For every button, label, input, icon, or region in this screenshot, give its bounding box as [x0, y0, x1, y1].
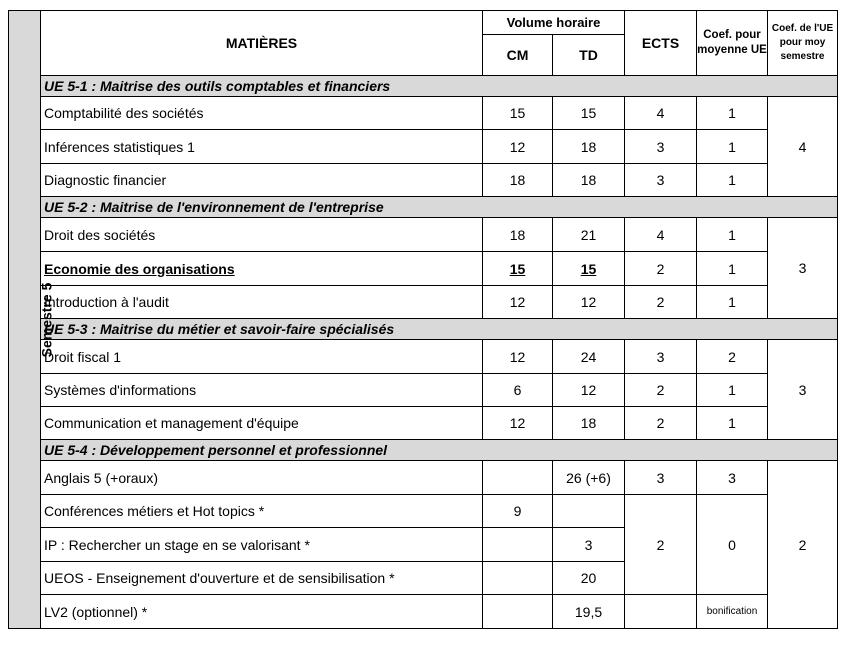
- table-row: [9, 340, 838, 374]
- td-hours-cell: [553, 252, 625, 286]
- table-row: [9, 461, 838, 495]
- table-row: [9, 252, 838, 286]
- td-hours: 20: [553, 562, 625, 595]
- coef-value: 1: [697, 286, 768, 319]
- course-name: Droit des sociétés: [41, 218, 483, 252]
- ue-row-4: [9, 440, 838, 461]
- ects-value: 2: [625, 286, 697, 319]
- ects-value: 4: [625, 218, 697, 252]
- td-hours: 18: [553, 407, 625, 440]
- coef-value: 1: [697, 97, 768, 130]
- td-hours: 18: [553, 130, 625, 164]
- course-name: Introduction à l'audit: [41, 286, 483, 319]
- coef-value: 2: [697, 340, 768, 374]
- cm-hours: 12: [483, 340, 553, 374]
- header-td: TD: [553, 35, 625, 76]
- cm-hours: 6: [483, 374, 553, 407]
- coef-value: 0: [697, 495, 768, 595]
- course-name: LV2 (optionnel) *: [41, 595, 483, 629]
- td-hours: 18: [553, 164, 625, 197]
- cm-hours: [483, 528, 553, 562]
- td-hours: 15: [553, 97, 625, 130]
- curriculum-table: [8, 10, 838, 629]
- course-name: Diagnostic financier: [41, 164, 483, 197]
- semester-cell: [9, 11, 55, 629]
- course-name: Conférences métiers et Hot topics *: [41, 495, 483, 528]
- coef-value: 1: [697, 407, 768, 440]
- table-row: [9, 495, 838, 528]
- cm-hours: 12: [483, 130, 553, 164]
- table-row: [9, 130, 838, 164]
- cm-hours-cell: [483, 252, 553, 286]
- course-name: Comptabilité des sociétés: [41, 97, 483, 130]
- cm-hours: [483, 595, 553, 629]
- ects-value: 3: [625, 461, 697, 495]
- ue-row-3: [9, 319, 838, 340]
- course-name: Communication et management d'équipe: [41, 407, 483, 440]
- table-row: [9, 374, 838, 407]
- ects-value: 2: [625, 407, 697, 440]
- header-cm: CM: [483, 35, 553, 76]
- td-hours: [553, 495, 625, 528]
- course-name: Droit fiscal 1: [41, 340, 483, 374]
- coef-value: 1: [697, 252, 768, 286]
- cm-hours: 9: [483, 495, 553, 528]
- header-ects: ECTS: [625, 11, 697, 76]
- ects-value: 2: [625, 495, 697, 595]
- ects-value: 3: [625, 340, 697, 374]
- header-row-1: [9, 11, 838, 35]
- ue-coef-sem: 3: [768, 218, 838, 319]
- semester-label: Semestre 5: [38, 282, 55, 357]
- table-row: [9, 164, 838, 197]
- cm-hours: 18: [483, 218, 553, 252]
- cm-hours: 18: [483, 164, 553, 197]
- ue-row-1: [9, 76, 838, 97]
- cm-hours: 15: [509, 260, 526, 277]
- ects-value: 2: [625, 252, 697, 286]
- cm-hours: [483, 562, 553, 595]
- ects-value: 4: [625, 97, 697, 130]
- ects-value: 2: [625, 374, 697, 407]
- table-row: [9, 407, 838, 440]
- table-row: [9, 286, 838, 319]
- ue-coef-sem: 3: [768, 340, 838, 440]
- ue-title: UE 5-2 : Maitrise de l'environnement de l'entreprise: [41, 197, 838, 218]
- course-name: Economie des organisations: [44, 260, 235, 277]
- coef-value: 1: [697, 130, 768, 164]
- td-hours: 21: [553, 218, 625, 252]
- header-coef-sem: Coef. de l'UE pour moy semestre: [768, 11, 838, 76]
- td-hours: 12: [553, 286, 625, 319]
- td-hours: 19,5: [553, 595, 625, 629]
- ue-coef-sem: 2: [768, 461, 838, 629]
- ue-title: UE 5-1 : Maitrise des outils comptables et financiers: [41, 76, 838, 97]
- cm-hours: [483, 461, 553, 495]
- cm-hours: 12: [483, 407, 553, 440]
- table-row: [9, 218, 838, 252]
- header-volume-horaire: Volume horaire: [483, 11, 625, 35]
- header-coef-ue: Coef. pour moyenne UE: [697, 11, 768, 76]
- course-name-cell: [41, 252, 483, 286]
- td-hours: 3: [553, 528, 625, 562]
- ects-value: [625, 595, 697, 629]
- course-name: UEOS - Enseignement d'ouverture et de sensibilisation *: [41, 562, 483, 595]
- ue-coef-sem: 4: [768, 97, 838, 197]
- coef-value: 1: [697, 164, 768, 197]
- coef-value: 1: [697, 374, 768, 407]
- cm-hours: 12: [483, 286, 553, 319]
- cm-hours: 15: [483, 97, 553, 130]
- course-name: Systèmes d'informations: [41, 374, 483, 407]
- td-hours: 15: [580, 260, 597, 277]
- ue-row-2: [9, 197, 838, 218]
- header-matieres: MATIÈRES: [41, 11, 483, 76]
- ects-value: 3: [625, 130, 697, 164]
- td-hours: 12: [553, 374, 625, 407]
- td-hours: 24: [553, 340, 625, 374]
- ue-title: UE 5-3 : Maitrise du métier et savoir-faire spécialisés: [41, 319, 838, 340]
- coef-value: 3: [697, 461, 768, 495]
- bonification-label: bonification: [697, 595, 768, 629]
- course-name: IP : Rechercher un stage en se valorisant *: [41, 528, 483, 562]
- course-name: Inférences statistiques 1: [41, 130, 483, 164]
- table-row: [9, 97, 838, 130]
- coef-value: 1: [697, 218, 768, 252]
- table-row: [9, 595, 838, 629]
- ects-value: 3: [625, 164, 697, 197]
- course-name: Anglais 5 (+oraux): [41, 461, 483, 495]
- ue-title: UE 5-4 : Développement personnel et professionnel: [41, 440, 838, 461]
- td-hours: 26 (+6): [553, 461, 625, 495]
- curriculum-table-wrapper: [8, 10, 838, 629]
